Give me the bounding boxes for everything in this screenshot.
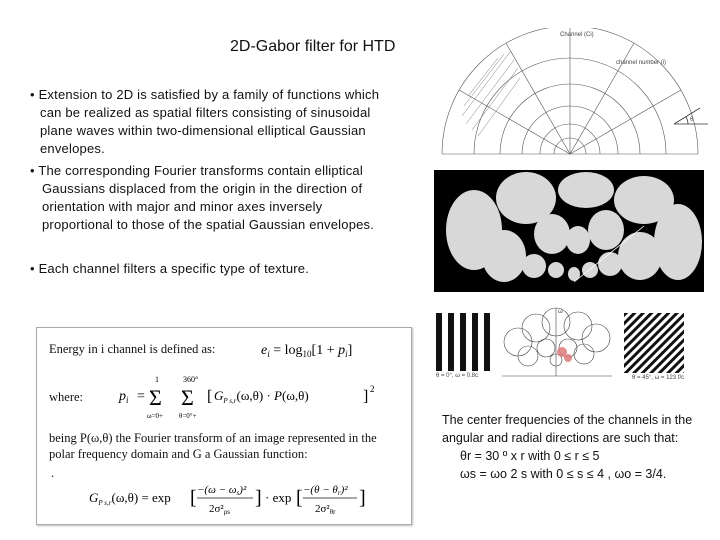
- energy-equation: [259, 339, 379, 366]
- svg-text:· exp: · exp: [265, 490, 292, 505]
- svg-text:2: 2: [370, 384, 375, 394]
- omega-axis-label: ω: [558, 309, 563, 315]
- power-equation: [115, 372, 395, 427]
- svg-text:Σ: Σ: [149, 385, 162, 410]
- caption-line: The center frequencies of the channels in the: [442, 413, 693, 427]
- bullet-line: Gaussians displaced from the origin in the direction of: [42, 181, 363, 196]
- svg-text:[: [: [207, 388, 213, 405]
- svg-text:Σ: Σ: [181, 385, 194, 410]
- channel-number-label: channel number (i): [616, 60, 667, 66]
- formula-box: [36, 327, 412, 525]
- bullet-line: • The corresponding Fourier transforms contain elliptical: [30, 163, 363, 178]
- svg-text:]: ]: [363, 388, 369, 405]
- vertical-stripes-texture: [436, 313, 494, 371]
- gaussian-equation-graphic: [87, 478, 387, 522]
- channel-circles-diagram: [498, 306, 616, 382]
- frequency-response-image: [434, 170, 704, 292]
- svg-text:=: =: [137, 389, 145, 404]
- bullet-line: can be realized as spatial filters consisting of sinusoidal: [40, 105, 371, 120]
- channel-label: Channel (Ci): [560, 32, 594, 38]
- energy-label: Energy in i channel is defined as:: [49, 342, 216, 356]
- dot: .: [51, 466, 55, 480]
- svg-text:2σ²θr: 2σ²θr: [315, 503, 336, 516]
- svg-text:1: 1: [155, 375, 159, 384]
- bullet-line: proportional to those of the spatial Gaussian envelopes.: [42, 217, 375, 232]
- svg-text:−(ω − ωs)²: −(ω − ωs)²: [197, 484, 247, 497]
- svg-text:]: ]: [255, 487, 262, 509]
- svg-text:θ=0°+: θ=0°+: [179, 412, 197, 420]
- svg-text:GP s,r(ω,θ) · P(ω,θ): $G_{P s,r}(\omega,\theta) \cdot P(\omega,\theta)$: [214, 388, 309, 405]
- bullet-line: orientation with major and minor axes inversely: [42, 199, 323, 214]
- where-label: where:: [49, 390, 84, 404]
- stripes-caption: θ = 0°, ω = 0.8c: [436, 373, 479, 379]
- bullet-line: envelopes.: [40, 141, 105, 156]
- bullet-line: plane waves within two-dimensional elliptical Gaussian: [40, 123, 366, 138]
- bullet-texture: • Each channel filters a specific type of texture.: [30, 261, 310, 276]
- bullet-line: • Extension to 2D is satisfied by a family of functions which: [30, 87, 380, 102]
- center-frequency-caption: [442, 411, 714, 483]
- caption-line: ωs = ωo 2 s with 0 ≤ s ≤ 4 , ωo = 3/4.: [460, 467, 667, 481]
- slide-title: 2D-Gabor filter for HTD: [230, 38, 396, 55]
- svg-text:360°: 360°: [183, 375, 199, 384]
- being-label: being P(ω,θ) the Fourier transform of an image represented in the polar frequency domain and G a Gaussian function:: [49, 431, 377, 461]
- check-caption: θ = 45°, ω = 123 f/c: [632, 375, 685, 381]
- caption-line: θr = 30 º x r with 0 ≤ r ≤ 5: [460, 449, 600, 463]
- caption-line: angular and radial directions are such that:: [442, 431, 679, 445]
- diagonal-texture: [624, 313, 684, 373]
- theta-label: θ: [690, 117, 694, 123]
- svg-text:ω=0+: ω=0+: [147, 412, 164, 420]
- energy-equation-graphic: [259, 339, 379, 361]
- svg-text:pi: $p_i$: [119, 389, 129, 405]
- svg-text:]: ]: [359, 487, 366, 509]
- svg-text:2σ²ρs: 2σ²ρs: [209, 503, 230, 516]
- svg-text:−(θ − θr)²: −(θ − θr)²: [303, 484, 348, 497]
- bullet-fourier: [30, 162, 422, 234]
- svg-text:GP s,r(ω,θ) = exp: $G_{P s,r}(\omega,\theta) = \exp$: [89, 490, 171, 507]
- power-equation-graphic: [115, 372, 395, 422]
- svg-text:[: [: [296, 487, 303, 509]
- gaussian-equation: [87, 478, 387, 527]
- svg-text:ei = log10[1 + pi]: $e_i = \log_{10}[1 + p_i]$: [261, 343, 353, 359]
- svg-text:[: [: [190, 487, 197, 509]
- bullet-extension: [30, 86, 422, 158]
- polar-channel-diagram: [438, 28, 716, 166]
